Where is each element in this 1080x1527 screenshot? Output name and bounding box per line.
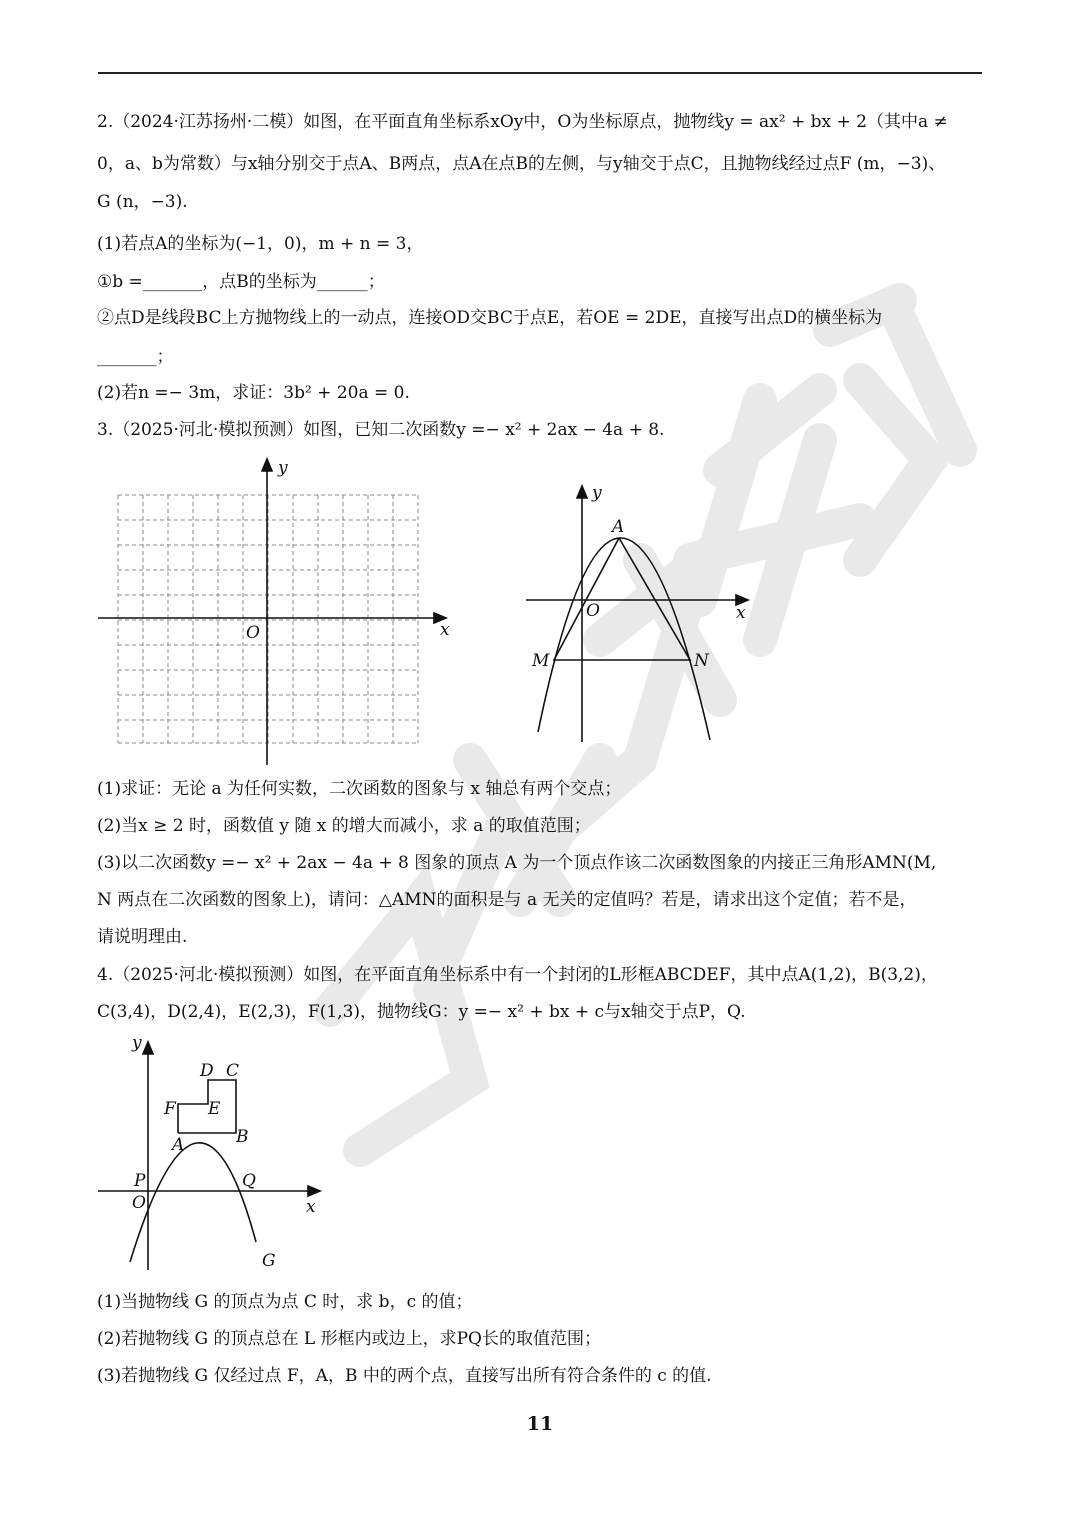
p4-line: (1)当抛物线 G 的顶点为点 C 时，求 b，c 的值； [97, 1292, 473, 1312]
p3-line: (3)以二次函数y =− x² + 2ax − 4a + 8 图象的顶点 A 为一个顶点作该二次函数图象的内接正三角形AMN(M, [97, 853, 937, 873]
page-number: 11 [526, 1413, 554, 1435]
p2-line: ②点D是线段BC上方抛物线上的一动点，连接OD交BC于点E，若OE = 2DE，直接写出点D的横坐标为 [97, 308, 883, 328]
p2-line: 2.（2024·江苏扬州·二模）如图，在平面直角坐标系xOy中，O为坐标原点，抛物线y = ax² + bx + 2（其中a ≠ [97, 112, 948, 132]
fig-label-a: A [612, 517, 625, 537]
grid-y-label: y [278, 458, 288, 478]
p2-line: _______； [97, 347, 174, 367]
p4-line: (3)若抛物线 G 仅经过点 F，A，B 中的两个点，直接写出所有符合条件的 c 的值. [97, 1366, 712, 1386]
p4-label-p: P [134, 1171, 146, 1191]
p3-line: N 两点在二次函数的图象上)，请问：△AMN的面积是与 a 无关的定值吗？若是，请求出这个定值；若不是， [97, 890, 917, 910]
p4-figure [96, 1033, 336, 1274]
p4-label-b: B [236, 1127, 249, 1147]
p3-line: 3.（2025·河北·模拟预测）如图，已知二次函数y =− x² + 2ax − 4a + 8. [97, 420, 665, 440]
p4-label-y: y [132, 1033, 142, 1053]
p4-label-e: E [208, 1099, 221, 1119]
p3-line: (1)求证：无论 a 为任何实数，二次函数的图象与 x 轴总有两个交点； [97, 779, 622, 799]
p4-label-d: D [200, 1061, 214, 1081]
p4-label-c: C [226, 1061, 240, 1081]
p4-line: C(3,4)，D(2,4)，E(2,3)，F(1,3)，抛物线G：y =− x² + bx + c与x轴交于点P，Q. [97, 1002, 746, 1022]
grid-x-label: x [440, 620, 450, 640]
fig-label-y: y [592, 483, 602, 503]
p3-grid-figure [96, 455, 456, 767]
header-rule [98, 72, 982, 74]
p4-label-x: x [306, 1197, 316, 1217]
fig-label-n: N [694, 651, 709, 671]
p2-line: (1)若点A的坐标为(−1，0)，m + n = 3， [97, 234, 424, 254]
p4-line: (2)若抛物线 G 的顶点总在 L 形框内或边上，求PQ长的取值范围； [97, 1329, 601, 1349]
fig-label-x: x [736, 603, 746, 623]
p4-label-g: G [262, 1251, 276, 1271]
p4-label-a: A [172, 1135, 185, 1155]
p2-line: 0，a、b为常数）与x轴分别交于点A、B两点，点A在点B的左侧，与y轴交于点C，且抛物线经过点F (m，−3)、 [97, 154, 946, 174]
p3-line: 请说明理由. [97, 927, 188, 947]
p2-line: G (n，−3). [97, 192, 188, 212]
p2-line: ①b =_______，点B的坐标为______； [97, 272, 385, 292]
p4-label-q: Q [242, 1171, 256, 1191]
fig-label-o: O [586, 601, 600, 621]
p3-parabola-figure [520, 480, 760, 746]
fig-label-m: M [532, 651, 550, 671]
p4-line: 4.（2025·河北·模拟预测）如图，在平面直角坐标系中有一个封闭的L形框ABCDEF，其中点A(1,2)，B(3,2)， [97, 965, 938, 985]
p2-line: (2)若n =− 3m，求证：3b² + 20a = 0. [97, 383, 410, 403]
p4-label-o: O [132, 1193, 146, 1213]
grid-origin-label: O [246, 623, 260, 643]
p3-line: (2)当x ≥ 2 时，函数值 y 随 x 的增大而减小，求 a 的取值范围； [97, 816, 591, 836]
p4-label-f: F [164, 1099, 176, 1119]
